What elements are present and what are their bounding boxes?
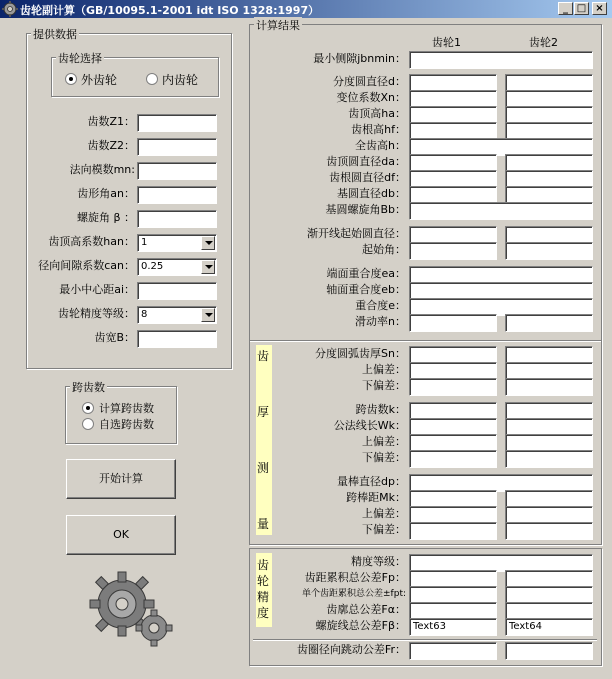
output-gear1[interactable]: [409, 450, 497, 468]
divider: [253, 639, 597, 641]
label-mn: 法向模数mn:: [69, 163, 135, 176]
label-calc-span[interactable]: 计算跨齿数: [99, 402, 154, 415]
window-title: 齿轮副计算（GB/10095.1-2001 idt ISO 1328:1997）: [20, 4, 320, 17]
output-base-helix[interactable]: [409, 202, 593, 220]
input-beta[interactable]: [137, 210, 217, 228]
title-bar[interactable]: [0, 0, 612, 18]
chevron-down-icon[interactable]: [201, 236, 215, 250]
chevron-down-icon[interactable]: [201, 260, 215, 274]
label-result-row: 下偏差：: [362, 451, 406, 464]
label-ai: 最小中心距ai：: [59, 283, 135, 296]
label-han: 齿顶高系数han：: [48, 235, 135, 248]
output-gear2[interactable]: [505, 642, 593, 660]
input-ai[interactable]: [137, 282, 217, 300]
label-result-row: 跨棒距Mk：: [346, 491, 406, 504]
label-min-backlash: 最小侧隙jbnmin：: [313, 52, 406, 65]
radio-custom-span[interactable]: [82, 418, 94, 430]
label-result-row: 单个齿距累积总公差±fpt:: [302, 589, 406, 599]
label-custom-span[interactable]: 自选跨齿数: [99, 418, 154, 431]
radio-dot: [86, 406, 90, 410]
label-result-row: 轴面重合度eb：: [326, 283, 406, 296]
input-width[interactable]: [137, 330, 217, 348]
col-gear1-header: 齿轮1: [432, 36, 461, 49]
label-result-row: 分度圆弧齿厚Sn：: [315, 347, 406, 360]
label-result-row: 精度等级：: [351, 555, 406, 568]
maximize-button[interactable]: □: [574, 2, 589, 15]
gears-picture: [86, 566, 176, 648]
input-group-title: 提供数据: [33, 28, 77, 41]
output-gear2[interactable]: [505, 450, 593, 468]
label-result-row: 公法线长Wk：: [333, 419, 406, 432]
label-result-row: 上偏差：: [362, 507, 406, 520]
combo-can-value: 0.25: [141, 261, 164, 272]
output-gear1[interactable]: [409, 378, 497, 396]
output-fbeta-gear1[interactable]: Text63: [409, 618, 497, 636]
label-internal-gear[interactable]: 内齿轮: [162, 73, 199, 87]
output-min-backlash[interactable]: [409, 51, 593, 69]
combo-han-value: 1: [141, 237, 148, 248]
label-result-row: 基圆螺旋角Bb：: [325, 203, 406, 216]
label-result-row: 齿距累积总公差Fp：: [304, 571, 406, 584]
precision-side-label: [256, 553, 272, 627]
side-char: 轮: [257, 574, 270, 588]
label-result-row: 下偏差：: [362, 379, 406, 392]
label-result-row: 量棒直径dp：: [337, 475, 406, 488]
output-gear1[interactable]: [409, 242, 497, 260]
input-z2[interactable]: [137, 138, 217, 156]
side-char: 齿: [257, 558, 270, 572]
side-char: 精: [257, 590, 270, 604]
label-z1: 齿数Z1：: [87, 115, 135, 128]
calculate-button[interactable]: 开始计算: [66, 459, 176, 499]
label-result-row: 齿圈径向跳动公差Fr：: [296, 643, 406, 656]
output-gear2[interactable]: [505, 242, 593, 260]
output-gear1[interactable]: [409, 314, 497, 332]
span-group-title: 跨齿数: [72, 381, 105, 394]
label-result-row: 跨齿数k：: [355, 403, 406, 416]
minimize-button[interactable]: _: [558, 2, 573, 15]
side-char: 测: [257, 461, 270, 475]
label-result-row: 齿顶高ha：: [348, 107, 406, 120]
radio-calc-span[interactable]: [82, 402, 94, 414]
gear-select-title: 齿轮选择: [58, 52, 102, 65]
radio-dot: [69, 77, 73, 81]
combo-can[interactable]: [137, 258, 217, 276]
label-result-row: 分度圆直径d：: [333, 75, 406, 88]
side-char: 度: [257, 606, 270, 620]
gear-app-icon: [2, 1, 18, 17]
output-gear2[interactable]: [505, 378, 593, 396]
combo-precision[interactable]: [137, 306, 217, 324]
combo-han[interactable]: [137, 234, 217, 252]
label-result-row: 重合度e：: [355, 299, 406, 312]
input-mn[interactable]: [137, 162, 217, 180]
input-an[interactable]: [137, 186, 217, 204]
label-result-row: 变位系数Xn：: [336, 91, 406, 104]
label-precision: 齿轮精度等级：: [58, 307, 135, 320]
radio-internal-gear[interactable]: [146, 73, 158, 85]
side-char: 量: [257, 517, 270, 531]
label-result-row: 滑动率n：: [355, 315, 406, 328]
label-can: 径向间隙系数can：: [38, 259, 135, 272]
output-gear2[interactable]: [505, 522, 593, 540]
label-result-row: 齿根圆直径df：: [329, 171, 406, 184]
label-external-gear[interactable]: 外齿轮: [81, 73, 118, 87]
label-an: 齿形角an：: [77, 187, 135, 200]
label-result-row: 螺旋线总公差Fβ：: [315, 619, 406, 632]
combo-precision-value: 8: [141, 309, 148, 320]
ok-button[interactable]: OK: [66, 515, 176, 555]
label-width: 齿宽B：: [94, 331, 135, 344]
output-gear1[interactable]: [409, 642, 497, 660]
label-result-row: 端面重合度ea：: [326, 267, 406, 280]
chevron-down-icon[interactable]: [201, 308, 215, 322]
label-result-row: 起始角：: [362, 243, 406, 256]
label-beta: 螺旋角 β ：: [76, 211, 135, 224]
label-result-row: 渐开线起始圆直径：: [307, 227, 406, 240]
label-result-row: 上偏差：: [362, 363, 406, 376]
label-result-row: 齿根高hf：: [351, 123, 406, 136]
input-z1[interactable]: [137, 114, 217, 132]
col-gear2-header: 齿轮2: [529, 36, 558, 49]
side-char: 齿: [257, 349, 270, 363]
radio-external-gear[interactable]: [65, 73, 77, 85]
side-char: 厚: [257, 405, 270, 419]
label-result-row: 全齿高h：: [355, 139, 406, 152]
label-result-row: 上偏差：: [362, 435, 406, 448]
label-result-row: 基圆直径db：: [337, 187, 406, 200]
results-title: 计算结果: [256, 19, 300, 32]
label-result-row: 齿廓总公差Fα：: [326, 603, 406, 616]
label-result-row: 下偏差：: [362, 523, 406, 536]
output-gear2[interactable]: [505, 314, 593, 332]
thickness-side-label: [256, 345, 272, 535]
label-result-row: 齿顶圆直径da：: [326, 155, 406, 168]
output-gear1[interactable]: [409, 522, 497, 540]
label-z2: 齿数Z2：: [87, 139, 135, 152]
output-fbeta-gear2[interactable]: Text64: [505, 618, 593, 636]
close-button[interactable]: ×: [592, 2, 607, 15]
